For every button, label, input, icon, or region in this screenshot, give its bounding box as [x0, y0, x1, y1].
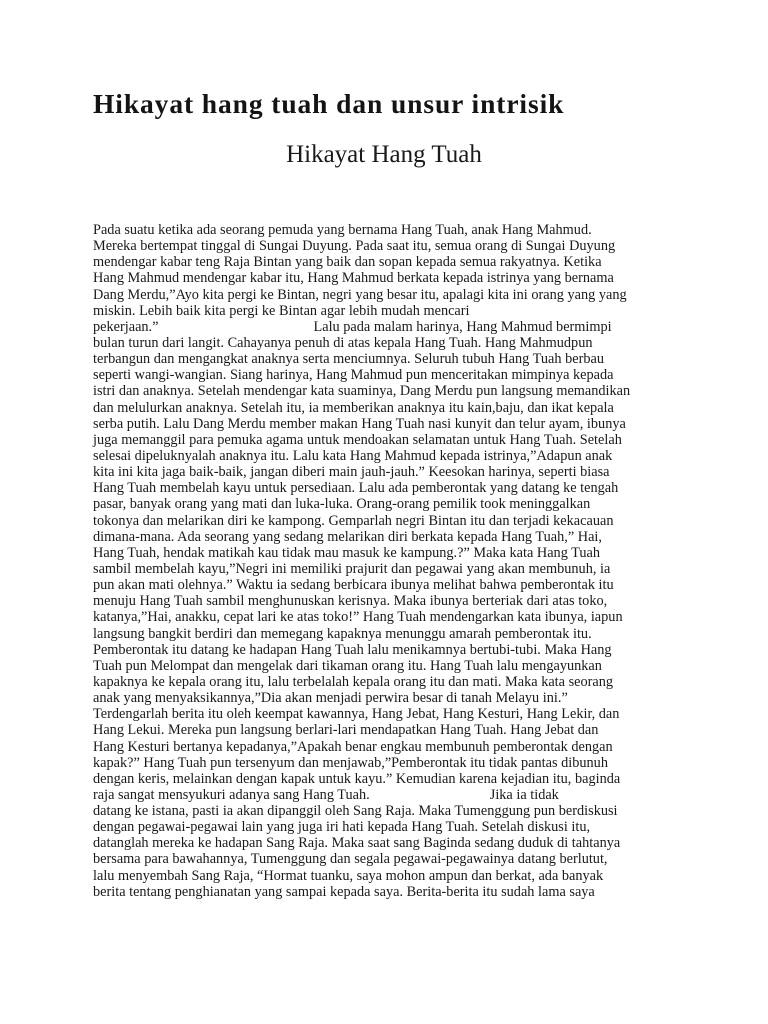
- document-title: Hikayat hang tuah dan unsur intrisik: [93, 88, 565, 119]
- text-fragment: Jika ia tidak: [489, 786, 559, 803]
- text-line: anak yang menyaksikannya,”Dia akan menjadi perwira besar di tanah Melayu ini.”: [93, 690, 568, 707]
- story-body: [93, 222, 673, 900]
- text-line: bulan turun dari langit. Cahayanya penuh di atas kepala Hang Tuah. Hang Mahmudpun: [93, 334, 593, 351]
- text-line: Pada suatu ketika ada seorang pemuda yang bernama Hang Tuah, anak Hang Mahmud.: [93, 222, 592, 238]
- text-line: lalu menyembah Sang Raja, “Hormat tuanku, saya mohon ampun dan berkat, ada banyak: [93, 867, 604, 884]
- text-line: Dang Merdu,”Ayo kita pergi ke Bintan, negri yang besar itu, apalagi kita ini orang yang yang: [93, 286, 627, 303]
- text-line: tokonya dan melarikan diri ke kampong. Gemparlah negri Bintan itu dan terjadi kekacauan: [93, 512, 614, 529]
- text-line: dengan pegawai-pegawai lain yang juga iri hati kepada Hang Tuah. Setelah diskusi itu,: [93, 819, 591, 836]
- text-fragment: Lalu pada malam harinya, Hang Mahmud bermimpi: [313, 318, 612, 335]
- document-subtitle: Hikayat Hang Tuah: [286, 141, 482, 168]
- text-line: juga memanggil para pemuka agama untuk mendoakan selamatan untuk Hang Tuah. Setelah: [93, 431, 622, 448]
- text-line: miskin. Lebih baik kita pergi ke Bintan agar lebih mudah mencari: [93, 302, 470, 319]
- text-line: dengan keris, melainkan dengan kapak untuk kayu.” Kemudian karena kejadian itu, baginda: [93, 770, 621, 787]
- text-line: datanglah mereka ke hadapan Sang Raja. Maka saat sang Baginda sedang duduk di tahtanya: [93, 835, 621, 852]
- text-line: Hang Tuah membelah kayu untuk persediaan. Lalu ada pemberontak yang datang ke tengah: [93, 480, 619, 497]
- text-line: serba putih. Lalu Dang Merdu member makan Hang Tuah nasi kunyit dan telur ayam, ibunya: [93, 415, 626, 432]
- text-line: Hang Kesturi bertanya kepadanya,”Apakah benar engkau membunuh pemberontak dengan: [93, 738, 613, 755]
- text-line: pun akan mati olehnya.” Waktu ia sedang berbicara ibunya melihat bahwa pemberontak itu: [93, 577, 614, 594]
- text-line: Mereka bertempat tinggal di Sungai Duyung. Pada saat itu, semua orang di Sungai Duyung: [93, 238, 616, 255]
- text-fragment: raja sangat mensyukuri adanya sang Hang Tuah.: [93, 786, 370, 803]
- text-line: mendengar kabar teng Raja Bintan yang baik dan sopan kepada semua rakyatnya. Ketika: [93, 254, 602, 271]
- text-line: Hang Lekui. Mereka pun langsung berlari-lari mendapatkan Hang Tuah. Hang Jebat dan: [93, 722, 599, 739]
- text-line: berita tentang penghianatan yang sampai kepada saya. Berita-berita itu sudah lama saya: [93, 883, 595, 900]
- text-line: menuju Hang Tuah sambil menghunuskan kerisnya. Maka ibunya berteriak dari atas toko,: [93, 593, 608, 610]
- text-line: langsung bangkit berdiri dan memegang kapaknya menunggu amarah pemberontak itu.: [93, 625, 592, 642]
- text-line: Hang Tuah, hendak matikah kau tidak mau masuk ke kampung.?” Maka kata Hang Tuah: [93, 544, 601, 561]
- text-fragment: pekerjaan.”: [93, 318, 159, 335]
- text-line: kapak?” Hang Tuah pun tersenyum dan menjawab,”Pemberontak itu tidak pantas dibunuh: [93, 754, 608, 771]
- text-line: Pemberontak itu datang ke hadapan Hang Tuah lalu menikamnya bertubi-tubi. Maka Hang: [93, 641, 612, 658]
- text-line: terbangun dan mengangkat anaknya serta menciumnya. Seluruh tubuh Hang Tuah berbau: [93, 351, 604, 368]
- text-line: datang ke istana, pasti ia akan dipanggil oleh Sang Raja. Maka Tumenggung pun berdiskusi: [93, 803, 618, 820]
- text-line: bersama para bawahannya, Tumenggung dan segala pegawai-pegawainya datang berlutut,: [93, 851, 608, 868]
- text-line: selesai dipeluknyalah anaknya itu. Lalu kata Hang Mahmud kepada istrinya,”Adapun anak: [93, 447, 613, 464]
- text-line: Hang Mahmud mendengar kabar itu, Hang Mahmud berkata kepada istrinya yang bernama: [93, 270, 614, 287]
- text-line: kapaknya ke kepala orang itu, lalu terbelalah kepala orang itu dan mati. Maka kata seorang: [93, 673, 614, 690]
- text-line: katanya,”Hai, anakku, cepat lari ke atas toko!” Hang Tuah mendengarkan kata ibunya, iapun: [93, 609, 623, 626]
- text-line: kita ini kita jaga baik-baik, jangan diberi main jauh-jauh.” Keesokan harinya, seperti biasa: [93, 464, 610, 481]
- text-line: dan melulurkan anaknya. Setelah itu, ia memberikan anaknya itu kain,baju, dan ikat kepala: [93, 399, 614, 416]
- text-line: seperti wangi-wangian. Siang harinya, Hang Mahmud pun menceritakan mimpinya kepada: [93, 367, 614, 384]
- text-line-split: [93, 787, 673, 803]
- text-line: Terdengarlah berita itu oleh keempat kawannya, Hang Jebat, Hang Kesturi, Hang Lekir, dan: [93, 706, 620, 723]
- text-line: dimana-mana. Ada seorang yang sedang melarikan diri berkata kepada Hang Tuah,” Hai,: [93, 528, 602, 545]
- text-line-split: [93, 319, 673, 335]
- text-line: pasar, banyak orang yang mati dan luka-luka. Orang-orang pemilik took meninggalkan: [93, 496, 591, 513]
- text-line: Tuah pun Melompat dan mengelak dari tikaman orang itu. Hang Tuah lalu mengayunkan: [93, 657, 602, 674]
- text-line: sambil membelah kayu,”Negri ini memiliki prajurit dan pegawai yang akan membunuh, ia: [93, 560, 611, 577]
- text-line: istri dan anaknya. Setelah mendengar kata suaminya, Dang Merdu pun langsung memandikan: [93, 383, 631, 400]
